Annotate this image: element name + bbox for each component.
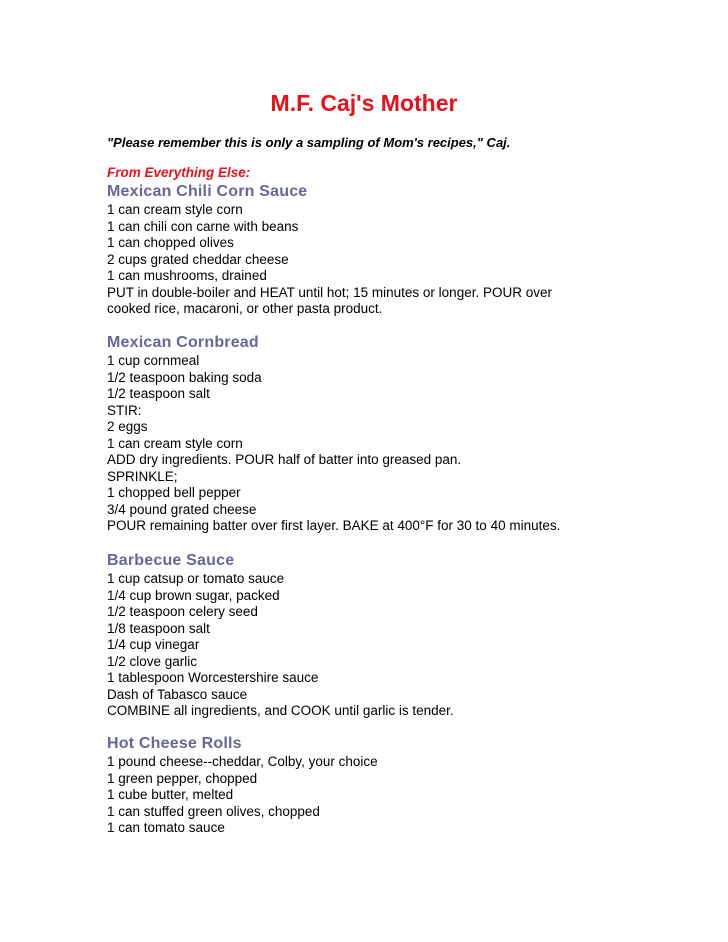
recipe-line: 2 eggs [107, 419, 148, 434]
recipe-hot-cheese-rolls [107, 734, 667, 837]
page-title: M.F. Caj's Mother [270, 90, 458, 116]
recipe-line: cooked rice, macaroni, or other pasta product. [107, 301, 383, 316]
recipe-lines [107, 202, 667, 318]
recipe-line: 1 cube butter, melted [107, 787, 234, 802]
recipe-line: 1 can mushrooms, drained [107, 268, 267, 283]
recipe-barbecue-sauce [107, 551, 667, 720]
recipe-line: 1/4 cup brown sugar, packed [107, 587, 280, 603]
recipe-title: Mexican Chili Corn Sauce [107, 183, 308, 200]
section-label: From Everything Else: [107, 165, 251, 180]
recipe-line: 1 can tomato sauce [107, 820, 225, 835]
recipe-line: 1/2 clove garlic [107, 653, 198, 669]
recipe-line: 1 cup cornmeal [107, 353, 200, 368]
recipe-line: 1 can stuffed green olives, chopped [107, 803, 320, 819]
recipe-lines [107, 754, 667, 837]
recipe-line: 2 cups grated cheddar cheese [107, 251, 289, 267]
recipe-mexican-cornbread [107, 333, 667, 535]
recipe-line: 1/2 teaspoon celery seed [107, 604, 258, 619]
recipe-line: 1/8 teaspoon salt [107, 620, 210, 636]
recipe-line: 1 can chopped olives [107, 235, 234, 250]
recipe-line: 1/4 cup vinegar [107, 637, 200, 652]
recipe-line: ADD dry ingredients. POUR half of batter into greased pan. [107, 452, 462, 467]
recipe-line: 1 green pepper, chopped [107, 770, 258, 786]
recipe-line: POUR remaining batter over first layer. BAKE at 400°F for 30 to 40 minutes. [107, 518, 561, 533]
recipe-line: 1 can chili con carne with beans [107, 218, 299, 234]
recipe-line: SPRINKLE; [107, 468, 178, 484]
recipe-line: Dash of Tabasco sauce [107, 686, 248, 702]
recipe-mexican-chili-corn-sauce [107, 182, 667, 318]
recipe-line: 1 tablespoon Worcestershire sauce [107, 670, 319, 685]
recipe-line: STIR: [107, 402, 142, 418]
recipe-line: 1 pound cheese--cheddar, Colby, your choice [107, 754, 378, 769]
recipe-line: 1 cup catsup or tomato sauce [107, 571, 285, 586]
recipe-line: PUT in double-boiler and HEAT until hot; 15 minutes or longer. POUR over [107, 284, 552, 300]
recipe-title: Barbecue Sauce [107, 552, 235, 569]
recipe-title: Mexican Cornbread [107, 334, 259, 351]
recipe-line: 1/2 teaspoon baking soda [107, 369, 262, 385]
recipe-line: 1/2 teaspoon salt [107, 386, 210, 401]
recipe-lines [107, 353, 667, 535]
recipe-line: COMBINE all ingredients, and COOK until garlic is tender. [107, 703, 454, 718]
intro-quote: "Please remember this is only a sampling of Mom's recipes," Caj. [107, 135, 511, 150]
recipe-lines [107, 571, 667, 720]
recipe-line: 1 can cream style corn [107, 202, 243, 217]
recipe-line: 1 can cream style corn [107, 435, 243, 451]
recipe-line: 1 chopped bell pepper [107, 485, 241, 500]
recipe-line: 3/4 pound grated cheese [107, 501, 257, 517]
recipe-title: Hot Cheese Rolls [107, 735, 242, 752]
